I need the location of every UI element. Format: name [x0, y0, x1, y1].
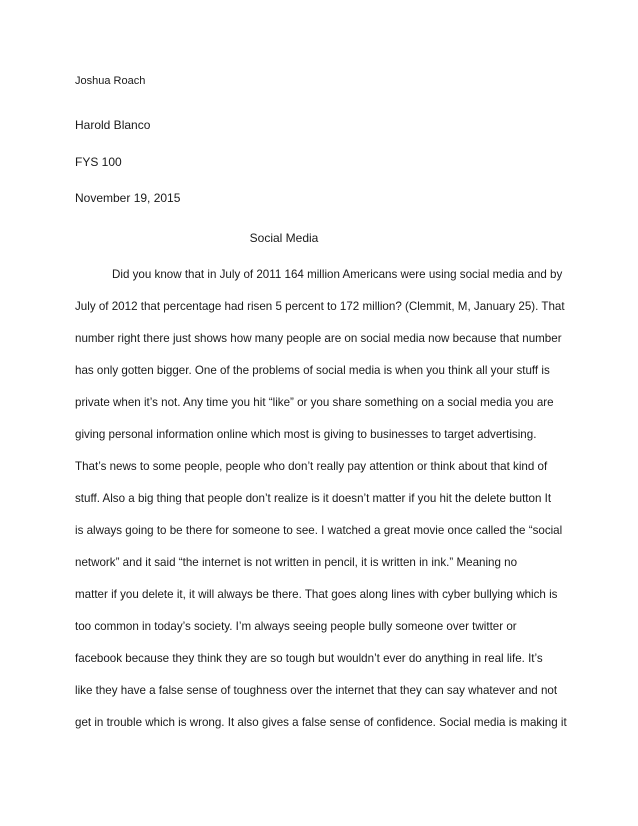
body-line: facebook because they think they are so tough but wouldn’t ever do anything in real life. It’s	[75, 652, 543, 665]
document-date: November 19, 2015	[75, 191, 181, 205]
body-line: too common in today’s society. I’m always seeing people bully someone over twitter or	[75, 620, 517, 633]
body-line: private when it’s not. Any time you hit “like” or you share something on a social media you are	[75, 396, 554, 409]
course-code: FYS 100	[75, 155, 122, 169]
instructor-name: Harold Blanco	[75, 118, 151, 132]
body-line: Did you know that in July of 2011 164 million Americans were using social media and by	[112, 268, 563, 281]
body-line: July of 2012 that percentage had risen 5 percent to 172 million? (Clemmit, M, January 25). That	[75, 300, 565, 313]
body-line: like they have a false sense of toughness over the internet that they can say whatever and not	[75, 684, 558, 697]
body-line: has only gotten bigger. One of the problems of social media is when you think all your stuff is	[75, 364, 550, 377]
body-line: stuff. Also a big thing that people don’t realize is it doesn’t matter if you hit the delete button It	[75, 492, 552, 505]
body-line: matter if you delete it, it will always be there. That goes along lines with cyber bullying which is	[75, 588, 558, 601]
essay-title: Social Media	[249, 231, 319, 245]
body-line: get in trouble which is wrong. It also gives a false sense of confidence. Social media is making it	[75, 716, 567, 729]
body-line: giving personal information online which most is giving to businesses to target advertising.	[75, 428, 537, 441]
body-line: That’s news to some people, people who don’t really pay attention or think about that kind of	[75, 460, 548, 473]
body-line: is always going to be there for someone to see. I watched a great movie once called the “social	[75, 524, 563, 537]
body-line: network” and it said “the internet is not written in pencil, it is written in ink.” Meaning no	[75, 556, 518, 569]
student-name: Joshua Roach	[75, 75, 146, 87]
body-line: number right there just shows how many people are on social media now because that number	[75, 332, 562, 345]
